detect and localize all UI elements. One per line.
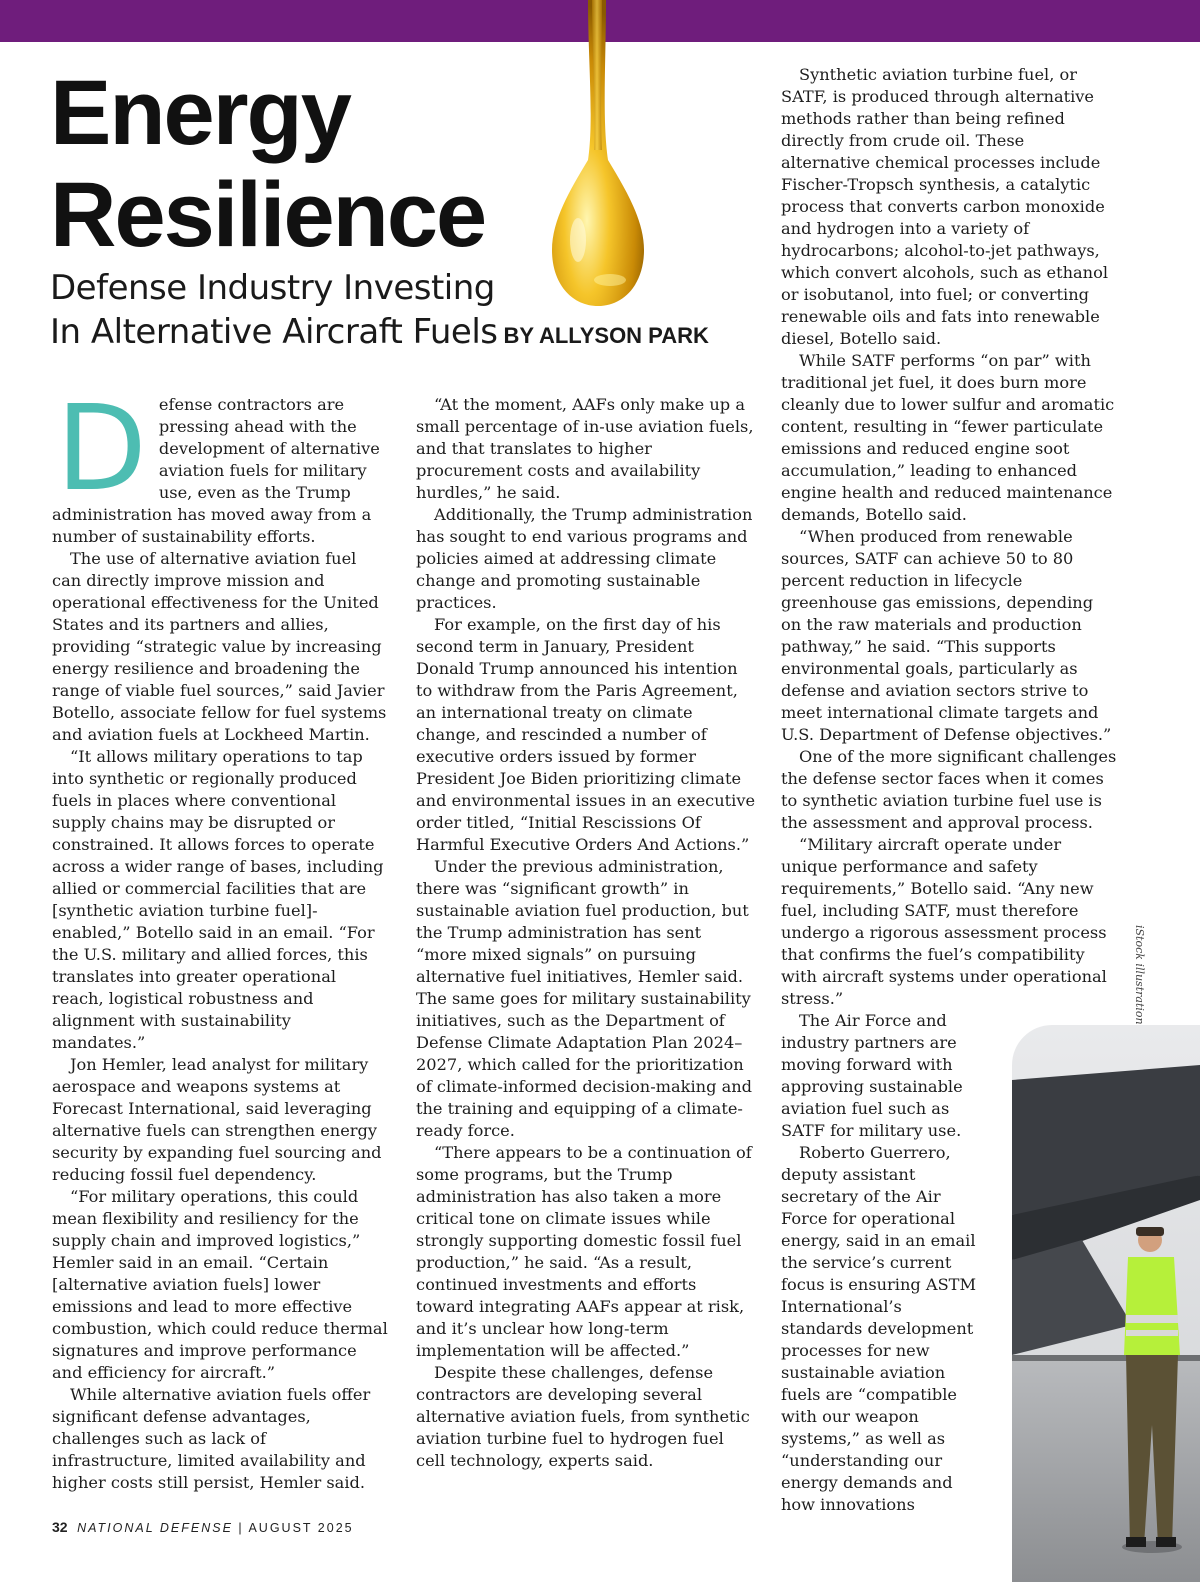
- paragraph: Despite these challenges, defense contractors are developing several alternative aviation fuels, from synthetic aviation turbine fuel to hydrogen fuel cell technology, experts said.: [416, 1363, 750, 1470]
- deck-line-2-text: In Alternative Aircraft Fuels: [50, 312, 498, 352]
- paragraph: Additionally, the Trump administration has sought to end various programs and policies aimed at addressing climate change and promoting sustainable practices.: [416, 505, 753, 612]
- dropcap: D: [56, 379, 147, 517]
- paragraph: Under the previous administration, there was “significant growth” in sustainable aviation fuel production, but the Trump administration has sent “more mixed signals” on pursuing alternative fuel initiatives, Hemler said. The same goes for military sustainability initiatives, such as the Department of Defense Climate Adaptation Plan 2024–2027, which called for the prioritization of climate-informed decision-making and the training and equipping of a climate-ready force.: [416, 857, 753, 1140]
- magazine-name: NATIONAL DEFENSE: [77, 1521, 233, 1535]
- paragraph: The Air Force and industry partners are moving forward with approving sustainable aviation fuel such as SATF for military use.: [781, 1011, 963, 1140]
- paragraph: While alternative aviation fuels offer significant defense advantages, challenges such as lack of infrastructure, limited availability and higher costs still persist, Hemler said.: [52, 1385, 371, 1492]
- headline-line-2: Resilience: [50, 164, 486, 266]
- paragraph: Jon Hemler, lead analyst for military aerospace and weapons systems at Forecast International, said leveraging alternative fuels can strengthen energy security by expanding fuel sourcing and reducing fossil fuel dependency.: [52, 1055, 382, 1184]
- headline: [50, 62, 485, 266]
- article-column-1: [52, 379, 388, 1494]
- photo-credit: iStock illustration: [1133, 925, 1146, 1025]
- paragraph: “At the moment, AAFs only make up a small percentage of in-use aviation fuels, and that translates to higher procurement costs and availability hurdles,” he said.: [416, 395, 754, 502]
- issue-date: AUGUST 2025: [248, 1521, 354, 1535]
- folio: [52, 1519, 354, 1535]
- paragraph: “When produced from renewable sources, SATF can achieve 50 to 80 percent reduction in lifecycle greenhouse gas emissions, depending on the raw materials and production pathway,” he said. “This supports environmental goals, particularly as defense and aviation sectors strive to meet international climate targets and U.S. Department of Defense objectives.”: [781, 527, 1112, 744]
- paragraph: The use of alternative aviation fuel can directly improve mission and operational effectiveness for the United States and its partners and allies, providing “strategic value by increasing energy resilience and broadening the range of viable fuel sources,” said Javier Botello, associate fellow for fuel systems and aviation fuels at Lockheed Martin.: [52, 549, 387, 744]
- deck: [50, 266, 770, 358]
- paragraph: For example, on the first day of his second term in January, President Donald Trump announced his intention to withdraw from the Paris Agreement, an international treaty on climate change, and rescinded a number of executive orders issued by former President Joe Biden prioritizing climate and environmental issues in an executive order titled, “Initial Rescissions Of Harmful Executive Orders And Actions.”: [416, 615, 756, 854]
- article-column-2: [416, 394, 756, 1472]
- paragraph: While SATF performs “on par” with traditional jet fuel, it does burn more cleanly due to lower sulfur and aromatic content, resulting in “fewer particulate emissions and reduced engine soot accumulation,” leading to enhanced engine health and reduced maintenance demands, Botello said.: [781, 351, 1115, 524]
- deck-line-1: Defense Industry Investing: [50, 268, 495, 308]
- paragraph: One of the more significant challenges the defense sector faces when it comes to synthetic aviation turbine fuel use is the assessment and approval process.: [781, 747, 1117, 832]
- paragraph: efense contractors are pressing ahead with the development of alternative aviation fuels for military use, even as the Trump administration has moved away from a number of sustainability efforts.: [52, 395, 380, 546]
- folio-separator: |: [238, 1521, 244, 1535]
- paragraph: “There appears to be a continuation of some programs, but the Trump administration has also taken a more critical tone on climate issues while strongly supporting domestic fossil fuel production,” he said. “As a result, continued investments and efforts toward integrating AAFs appear at risk, and it’s unclear how long-term implementation will be affected.”: [416, 1143, 752, 1360]
- headline-line-1: Energy: [50, 62, 350, 164]
- paragraph: “Military aircraft operate under unique performance and safety requirements,” Botello said. “Any new fuel, including SATF, must therefore undergo a rigorous assessment process that confirms the fuel’s compatibility with aircraft systems under operational stress.”: [781, 835, 1107, 1008]
- page-number: 32: [52, 1519, 68, 1535]
- paragraph: Roberto Guerrero, deputy assistant secretary of the Air Force for operational energy, said in an email the service’s current focus is ensuring ASTM International’s standards development processes for new sustainable aviation fuels are “compatible with our weapon systems,” as well as “understanding our energy demands and how innovations: [781, 1143, 977, 1514]
- airfield-photo: [1012, 1025, 1200, 1582]
- paragraph: Synthetic aviation turbine fuel, or SATF, is produced through alternative methods rather than being refined directly from crude oil. These alternative chemical processes include Fischer-Tropsch synthesis, a catalytic process that converts carbon monoxide and hydrogen into a variety of hydrocarbons; alcohol-to-jet pathways, which convert alcohols, such as ethanol or isobutanol, into fuel; or converting renewable oils and fats into renewable diesel, Botello said.: [781, 65, 1109, 348]
- byline: BY ALLYSON PARK: [503, 323, 709, 348]
- paragraph: “It allows military operations to tap into synthetic or regionally produced fuels in places where conventional supply chains may be disrupted or constrained. It allows forces to operate across a wider range of bases, including allied or commercial facilities that are [synthetic aviation turbine fuel]-enabled,” Botello said in an email. “For the U.S. military and allied forces, this translates into greater operational reach, logistical robustness and alignment with sustainability mandates.”: [52, 747, 384, 1052]
- deck-line-2: [50, 310, 770, 358]
- airfield-photo-illustration: [1012, 1025, 1200, 1582]
- paragraph: “For military operations, this could mean flexibility and resiliency for the supply chain and improved logistics,” Hemler said in an email. “Certain [alternative aviation fuels] lower emissions and lead to more effective combustion, which could reduce thermal signatures and improve performance and efficiency for aircraft.”: [52, 1187, 388, 1382]
